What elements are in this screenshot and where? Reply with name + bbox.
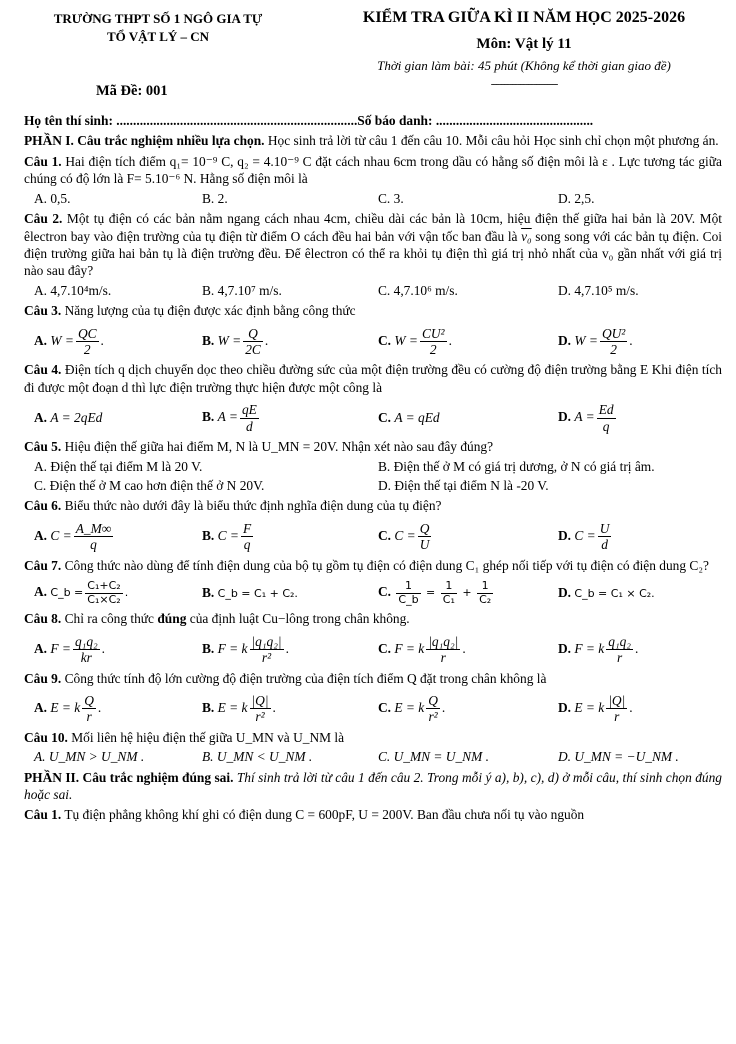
question-emphasis: đúng: [157, 611, 187, 627]
formula-lhs: E = k: [50, 699, 81, 715]
option-c[interactable]: C. U_MN = U_NM .: [378, 749, 489, 765]
exam-header: [24, 0, 722, 108]
denominator: 2C: [245, 342, 261, 358]
fraction: [76, 326, 99, 358]
option-b[interactable]: B. 4,7.10⁷ m/s.: [202, 282, 282, 298]
fraction: [243, 326, 263, 358]
denominator: C₁: [442, 592, 455, 606]
denominator: q: [243, 537, 251, 553]
option-label: D.: [558, 332, 572, 348]
numerator: Q: [428, 692, 438, 708]
denominator: d: [601, 537, 608, 553]
question-text: Chỉ ra công thức: [61, 611, 158, 627]
fraction: [600, 326, 627, 358]
option-c[interactable]: C. 3.: [378, 190, 404, 206]
option-d[interactable]: [558, 584, 655, 601]
denominator: r²: [428, 709, 438, 725]
fraction: [250, 634, 284, 666]
option-c[interactable]: C. E = k $\frac{Q}{\text{r²}}$ .: [378, 692, 446, 725]
option-label: A.: [34, 640, 48, 656]
option-c[interactable]: C. 4,7.10⁶ m/s.: [378, 282, 458, 298]
question-text: Biểu thức nào dưới đây là biểu thức định nghĩa điện dung của tụ điện?: [61, 498, 442, 514]
formula-lhs: F = k: [574, 640, 605, 656]
exam-code: Mã Đề: 001: [96, 83, 168, 99]
numerator: A_M∞: [75, 520, 112, 536]
part2-desc: Thí sinh trả lời từ câu 1 đến câu 2. Trong mỗi ý a), b), c), d) ở mỗi câu, thí sinh chọn đúng hoặc sai.: [24, 769, 722, 803]
part2-question-1: [24, 806, 722, 823]
part1-heading: [24, 132, 722, 149]
fraction: [426, 693, 440, 725]
question-text-cont: của định luật Cu−lông trong chân không.: [186, 611, 410, 627]
fraction: [606, 634, 633, 666]
option-d[interactable]: D. W = $\frac{\text{QU²}}{2}$ .: [558, 325, 633, 358]
option-d[interactable]: [558, 521, 613, 553]
option-label: C.: [378, 640, 392, 656]
formula-lhs: C =: [574, 527, 596, 543]
numerator: Ed: [598, 402, 614, 418]
numerator: Q: [84, 692, 94, 708]
numerator: q₁q₂: [74, 633, 98, 649]
question-6-options: [34, 521, 722, 553]
denominator: d: [246, 418, 253, 434]
question-5-options-row1: [34, 458, 722, 475]
option-a[interactable]: A. U_MN > U_NM .: [34, 749, 145, 765]
question-text: Tụ điện phẳng không khí ghi có điện dung C = 600pF, U = 200V. Ban đầu chưa nối tụ vào nguồn: [61, 807, 585, 823]
question-label: Câu 4.: [24, 362, 62, 378]
option-a[interactable]: A. E = k $\frac{Q}{r}$ .: [34, 692, 102, 725]
option-c[interactable]: C. W = $\frac{\text{CU²}}{2}$ .: [378, 325, 452, 358]
question-text: Một tụ điện có các bản nằm ngang cách nhau 4cm, chiều dài các bản là 10cm, hiệu điện thế giữa hai bản là 20V. Một êlectron bay vào điện trường của tụ điện từ điểm O cách đều hai bản với vận tốc ban đầu là: [24, 211, 722, 244]
student-info-line: Họ tên thí sinh: ........................................................................Số báo danh: ...............................................: [24, 113, 594, 128]
question-6: [24, 497, 722, 514]
part1-desc: Học sinh trả lời từ câu 1 đến câu 10. Mỗi câu hỏi Học sinh chỉ chọn một phương án.: [264, 133, 719, 149]
option-a[interactable]: A. 4,7.10⁴m/s.: [34, 282, 112, 298]
denominator: 2: [83, 342, 91, 358]
numerator: CU²: [421, 325, 445, 341]
denominator: r: [440, 650, 446, 666]
question-2: [24, 210, 722, 280]
denominator: r: [616, 650, 623, 666]
option-a[interactable]: [34, 521, 202, 553]
option-a[interactable]: A. Điện thế tại điểm M là 20 V.: [34, 458, 203, 474]
formula-lhs: C =: [217, 527, 239, 543]
option-label: D.: [558, 640, 572, 656]
school-block: [28, 10, 288, 46]
formula-lhs: E = k: [394, 699, 425, 715]
formula-lhs: W =: [50, 332, 74, 348]
exam-subject: Môn: Vật lý 11: [476, 35, 572, 52]
denominator: kr: [80, 650, 92, 666]
denominator: U: [419, 537, 430, 553]
numerator: Q: [243, 326, 263, 342]
question-label: Câu 1.: [24, 153, 62, 169]
option-label: D.: [558, 527, 572, 543]
formula: C_b = $\frac{\text{C₁+C₂}}{\text{C₁×C₂}}$ .: [50, 579, 129, 606]
numerator: 1: [396, 580, 420, 594]
question-label: Câu 1.: [24, 807, 62, 823]
part2-heading: [24, 769, 722, 804]
formula-lhs: A =: [217, 409, 238, 425]
formula-lhs: E = k: [574, 699, 605, 715]
option-c[interactable]: C. Điện thế ở M cao hơn điện thế ở N 20V.: [34, 477, 265, 493]
question-9-options: [34, 693, 722, 725]
header-divider: -------------------------: [490, 78, 558, 91]
option-b[interactable]: B. F = k $\frac{\text{|q₁q₂|}}{\text{r²}}$ .: [202, 633, 289, 666]
formula-lhs: F = k: [217, 640, 248, 656]
option-label: C.: [378, 332, 392, 348]
option-c[interactable]: [378, 521, 558, 553]
formula-lhs: A =: [574, 409, 595, 425]
formula: C_b = C₁ × C₂.: [574, 587, 655, 601]
numerator: C₁+C₂: [87, 579, 121, 593]
fraction: [598, 521, 612, 553]
option-c[interactable]: [378, 580, 558, 606]
formula-lhs: F = k: [394, 640, 425, 656]
numerator: U: [599, 520, 610, 536]
exam-time: Thời gian làm bài: 45 phút (Không kể thời gian giao đề): [377, 58, 671, 74]
option-label: B.: [202, 332, 215, 348]
formula-lhs: F =: [50, 640, 71, 656]
question-text: Hiệu điện thế giữa hai điểm M, N là U_MN = 20V. Nhận xét nào sau đây đúng?: [61, 439, 494, 455]
numerator: q₁q₂: [608, 633, 631, 649]
denominator: r²: [261, 650, 272, 666]
exam-title: KIỂM TRA GIỮA KÌ II NĂM HỌC 2025-2026: [362, 9, 686, 26]
formula: $\frac{1}{C\_b}$ = $\frac{1}{\text{C₁}}$ + $\frac{1}{\text{C₂}}$: [398, 579, 492, 606]
option-label: B.: [202, 527, 215, 543]
option-label: B.: [202, 585, 215, 601]
option-label: D.: [558, 699, 572, 715]
department-name: TỔ VẬT LÝ – CN: [106, 29, 210, 45]
option-label: D.: [558, 585, 572, 601]
option-c[interactable]: [378, 409, 558, 426]
question-label: Câu 2.: [24, 211, 63, 227]
question-label: Câu 5.: [24, 439, 62, 455]
fraction: [241, 521, 253, 553]
school-name: TRƯỜNG THPT SỐ 1 NGÔ GIA TỰ: [53, 11, 263, 26]
option-a[interactable]: [34, 409, 202, 426]
numerator: QU²: [601, 325, 626, 341]
question-text: Mối liên hệ hiệu điện thế giữa U_MN và U_NM là: [67, 729, 345, 745]
exam-info: [314, 8, 734, 91]
question-text: Công thức nào dùng để tính điện dung của bộ tụ gồm tụ điện có điện dung C₁ ghép nối tiếp với tụ điện có điện dung C₂?: [61, 557, 709, 573]
question-label: Câu 7.: [24, 557, 62, 573]
option-label: A.: [34, 410, 48, 426]
question-5: [24, 438, 722, 455]
fraction: [240, 402, 259, 434]
question-text: Năng lượng của tụ điện được xác định bằng công thức: [61, 303, 356, 319]
option-label: B.: [202, 640, 215, 656]
numerator: F: [242, 520, 252, 536]
denominator: 2: [429, 342, 437, 358]
denominator: C_b: [398, 592, 419, 606]
numerator: 1: [441, 580, 457, 594]
question-label: Câu 8.: [24, 611, 62, 627]
option-d[interactable]: D. Điện thế tại điểm N là -20 V.: [378, 477, 549, 493]
fraction: [418, 521, 432, 553]
option-b[interactable]: [202, 521, 378, 553]
option-label: D.: [558, 409, 572, 425]
option-label: A.: [34, 527, 48, 543]
formula-lhs: W =: [574, 332, 598, 348]
formula-lhs: C =: [394, 527, 416, 543]
formula: A = 2qEd: [50, 410, 103, 426]
fraction: [606, 693, 627, 725]
question-8-options: [34, 634, 722, 666]
velocity-symbol: v₀: [521, 228, 532, 244]
fraction: [420, 326, 447, 358]
option-label: C.: [378, 410, 392, 426]
numerator: |q₁q₂|: [428, 633, 459, 649]
question-5-options-row2: [34, 477, 722, 494]
fraction: [597, 402, 616, 434]
option-a[interactable]: A. F = $\frac{\text{q₁q₂}}{kr}$ .: [34, 633, 106, 666]
question-1-options: [34, 190, 722, 207]
option-a[interactable]: [34, 580, 202, 606]
question-label: Câu 6.: [24, 498, 62, 514]
option-d[interactable]: D. 2,5.: [558, 190, 595, 206]
denominator: q: [90, 537, 97, 553]
numerator: |Q|: [251, 692, 269, 708]
option-b[interactable]: [202, 402, 378, 434]
question-8: [24, 610, 722, 627]
question-text-cont: song song với các bản tụ điện. Coi điện trường giữa hai bản tụ là điện trường đều. Để êlectron có thể ra khỏi tụ điện thì giá trị nhỏ nhất của v₀ gần nhất với giá trị nào sau đây?: [24, 228, 722, 279]
option-a[interactable]: A. W = $\frac{QC}{2}$ .: [34, 325, 104, 358]
question-7: [24, 557, 722, 574]
formula-lhs: C =: [50, 527, 72, 543]
question-4: [24, 361, 722, 396]
numerator: qE: [241, 402, 257, 418]
numerator: |Q|: [608, 692, 626, 708]
option-label: A.: [34, 332, 48, 348]
option-b[interactable]: B. U_MN < U_NM .: [202, 749, 313, 765]
denominator: 2: [610, 342, 617, 358]
option-b[interactable]: [202, 584, 378, 601]
option-d[interactable]: [558, 402, 618, 434]
fraction: [441, 580, 457, 606]
option-b[interactable]: B. E = k $\frac{|Q|}{\text{r²}}$ .: [202, 692, 276, 725]
numerator: |q₁q₂|: [251, 633, 282, 649]
numerator: 1: [477, 580, 493, 594]
question-3-options: [34, 326, 722, 358]
question-label: Câu 9.: [24, 670, 62, 686]
question-7-options: [34, 580, 722, 606]
fraction: [426, 634, 460, 666]
option-c[interactable]: C. F = k $\frac{\text{|q₁q₂|}}{r}$ .: [378, 633, 466, 666]
formula: C_b = C₁ + C₂.: [217, 587, 298, 601]
option-d[interactable]: D. F = k $\frac{\text{q₁q₂}}{r}$ .: [558, 633, 639, 666]
question-3: [24, 302, 722, 319]
denominator: C₂: [479, 592, 492, 606]
denominator: C₁×C₂: [87, 592, 121, 606]
question-2-options: [34, 282, 722, 299]
fraction: [477, 580, 493, 606]
option-label: A.: [34, 584, 48, 600]
option-b[interactable]: B. Điện thế ở M có giá trị dương, ở N có giá trị âm.: [378, 458, 655, 474]
option-label: B.: [202, 699, 215, 715]
question-label: Câu 3.: [24, 303, 62, 319]
option-d[interactable]: D. E = k $\frac{|Q|}{r}$ .: [558, 692, 633, 725]
numerator: QC: [77, 325, 97, 341]
option-a[interactable]: A. 0,5.: [34, 190, 71, 206]
question-text: Công thức tính độ lớn cường độ điện trường của điện tích điểm Q đặt trong chân không là: [61, 670, 547, 686]
numerator: Q: [419, 520, 430, 536]
option-label: B.: [202, 409, 215, 425]
fraction: [250, 693, 271, 725]
formula-lhs: E = k: [217, 699, 248, 715]
option-d[interactable]: D. 4,7.10⁵ m/s.: [558, 282, 639, 298]
fraction: [82, 693, 96, 725]
part1-title: PHẦN I. Câu trắc nghiệm nhiều lựa chọn.: [24, 133, 265, 149]
option-d[interactable]: D. U_MN = −U_NM .: [558, 749, 679, 765]
fraction: [73, 634, 100, 666]
formula-lhs: C_b =: [50, 586, 84, 600]
denominator: q: [602, 418, 610, 434]
option-b[interactable]: B. W = $\frac{Q}{2C}$ .: [202, 325, 269, 358]
option-label: C.: [378, 584, 392, 600]
formula: A = qEd: [394, 410, 440, 426]
option-label: C.: [378, 699, 392, 715]
fraction: [74, 521, 114, 553]
formula-lhs: W =: [217, 332, 242, 348]
question-1: [24, 153, 722, 188]
question-9: [24, 670, 722, 687]
option-b[interactable]: B. 2.: [202, 190, 228, 206]
option-label: C.: [378, 527, 392, 543]
option-label: A.: [34, 699, 48, 715]
formula-lhs: W =: [394, 332, 418, 348]
denominator: r: [86, 709, 92, 725]
fraction: [85, 580, 122, 606]
question-10: [24, 729, 722, 746]
part2-title: PHẦN II. Câu trắc nghiệm đúng sai.: [24, 769, 234, 785]
denominator: r: [614, 709, 620, 725]
question-10-options: [34, 748, 722, 765]
denominator: r²: [255, 709, 265, 725]
fraction: [396, 580, 420, 606]
question-text: Điện tích q dịch chuyển dọc theo chiều đường sức của một điện trường đều có cường độ điện trường bằng E Khi điện tích đi được một đoạn d thì lực điện trường thực hiện được một công là: [24, 362, 722, 395]
question-text: Hai điện tích điểm q₁= 10⁻⁹ C, q₂ = 4.10⁻⁹ C đặt cách nhau 6cm trong dầu có hằng số điện môi là ε . Lực tương tác giữa chúng có độ lớn là F= 5.10⁻⁶ N. Hằng số điện môi là: [24, 153, 722, 187]
question-label: Câu 10.: [24, 729, 68, 745]
question-4-options: [34, 402, 722, 434]
